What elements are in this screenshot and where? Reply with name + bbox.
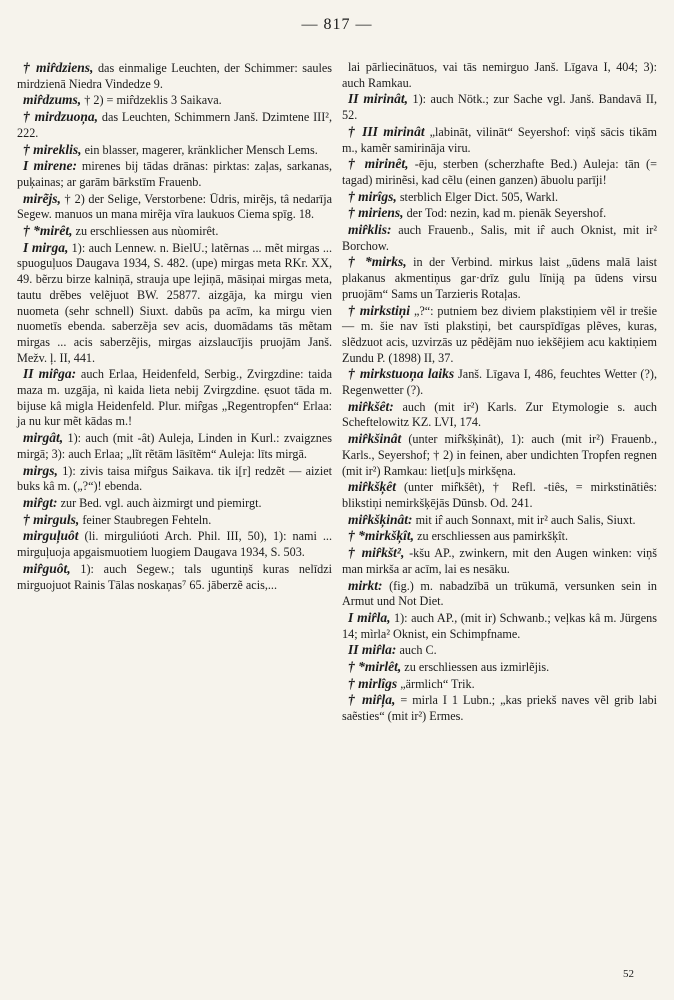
dictionary-entry — [17, 512, 332, 529]
dictionary-entry — [342, 642, 657, 659]
dictionary-entry — [17, 109, 332, 141]
entry-headword: II mir̂la: — [348, 642, 397, 658]
entry-body: 1): auch (mit -ât) Auleja, Linden in Kurl.: zvaigznes mirgā; 3): auch Erlaa; „lĩt rẽtām lāsītẽm“ Auleja: līts mirgā. — [17, 431, 332, 461]
dictionary-entry — [17, 366, 332, 430]
dictionary-entry — [17, 495, 332, 512]
dictionary-entry — [342, 60, 657, 91]
dictionary-entry — [342, 479, 657, 511]
entry-body: das Leuchten, Schimmern Janš. Dzimtene III², 222. — [17, 110, 332, 140]
entry-body: 1): auch Nötk.; zur Sache vgl. Janš. Bandavā II, 52. — [342, 92, 657, 123]
dictionary-entry — [17, 158, 332, 190]
entry-headword: † miriens, — [348, 205, 404, 221]
entry-body: (li. mirguliúoti Arch. Phil. III, 50), 1): nami ... mirguļuoja apgaismuotiem luogiem Daugava 1934, S. 503. — [17, 529, 332, 560]
entry-body: † 2) der Selige, Verstorbene: Ūdris, mirẽjs, tâ nedarīja Segew. manuos un mana mirẽja vīra laukuos Ciema spīg. 18. — [17, 191, 332, 222]
footer-number: 52 — [623, 968, 634, 980]
entry-headword: mir̂guôt, — [23, 560, 71, 576]
dictionary-entry — [342, 189, 657, 206]
entry-headword: † *mirks, — [348, 254, 407, 270]
entry-body: mirenes bij tādas drānas: pirktas: zaļas, sarkanas, puķainas; ar garām bārkstīm Frauenb. — [17, 159, 332, 189]
dictionary-entry — [342, 528, 657, 545]
dictionary-entry — [17, 463, 332, 495]
entry-headword: † mir̂ļa, — [348, 692, 396, 708]
dictionary-entry — [342, 399, 657, 431]
entry-body: zur Bed. vgl. auch àizmirgt und piemirgt. — [57, 495, 262, 510]
entry-headword: mir̂kšinât — [348, 431, 402, 447]
entry-body: der Tod: nezin, kad m. pienāk Seyershof. — [403, 206, 607, 221]
entry-headword: mirẽjs, — [23, 190, 61, 206]
entry-body: ein blasser, magerer, kränklicher Mensch Lems. — [81, 142, 318, 157]
entry-body: 1): auch Lennew. n. BielU.; latẽrnas ... mẽt mirgas ... spuoguļuos Daugava 1934, S. 482. (upe) mirgas meta RKr. XX, 49. bẽrzu birze kalniņā, strauja upe lejiņā, māsiņai mirgas meta, tautu drẽbes velẽjuot BW. 25877. aizgāja, ka mirgu vien nuometa (sehr schnell) Siuxt. dabũs pa acīm, ka mirgu vien nuometīs ebenda. saberzẽja sev acis, duomādams tās mẽtam mirgas ... acis saberzẽjis, mirgas aizslaucījis pruojām Janš. Mežv. ļ. II, 441. — [17, 240, 333, 365]
dictionary-entry — [342, 610, 657, 642]
dictionary-entry — [342, 512, 657, 529]
entry-headword: mir̂dzums, — [23, 92, 82, 108]
dictionary-entry — [342, 205, 657, 222]
entry-headword: † mir̂kšt², — [348, 545, 405, 561]
dictionary-entry — [17, 60, 332, 92]
entry-body: „labināt, vilināt“ Seyershof: viņš sācis tikām m., kamẽr samirināja viru. — [342, 124, 658, 155]
left-column — [17, 60, 332, 593]
entry-body: auch Frauenb., Salis, mit ir̂ auch Oknist, mit ir² Borchow. — [342, 223, 657, 253]
entry-headword: II mirinât, — [348, 91, 408, 107]
entry-body: zu erschliessen aus izmirlẽjis. — [401, 660, 550, 675]
entry-headword: mirgs, — [23, 462, 58, 478]
entry-headword: † mirkstuoņa laiks — [348, 366, 455, 382]
entry-headword: † *mirkšķît, — [348, 528, 415, 544]
entry-body: -ēju, sterben (scherzhafte Bed.) Auleja: tān (= tagad) mirinẽsi, kad cẽlu (einen ganzen) ābuolu parīji! — [342, 157, 657, 187]
entry-body: feiner Staubregen Fehteln. — [79, 512, 212, 527]
dictionary-entry — [342, 659, 657, 676]
entry-body: † 2) = mir̂dzeklis 3 Saikava. — [81, 93, 222, 108]
entry-headword: † III mirinât — [348, 123, 425, 139]
entry-headword: † mir̂dziens, — [23, 60, 94, 75]
entry-body: Janš. Līgava I, 486, feuchtes Wetter (?), Regenwetter (?). — [342, 367, 657, 398]
dictionary-entry — [342, 91, 657, 123]
dictionary-entry — [342, 692, 657, 724]
entry-body: zu erschliessen aus pamirkšķît. — [414, 529, 569, 544]
entry-body: (fig.) m. nabadzībā un trūkumā, versunken sein in Armut und Not Diet. — [342, 578, 657, 609]
entry-body: „ärmlich“ Trik. — [397, 676, 475, 691]
dictionary-entry — [17, 223, 332, 240]
entry-body: (unter mir̂kšķinât), 1): auch (mit ir²) Frauenb., Karls., Seyershof; † 2) in feinen, aber undichten Tropfen regnen (mit ir²) Ramkau: liet[u]s mirkšęna. — [342, 432, 657, 478]
entry-body: 1): auch AP., (mit ir) Schwanb.; veļkas kâ m. Jürgens 14; mìrla² Oknist, ein Schimpfname. — [342, 610, 657, 641]
dictionary-entry — [342, 431, 657, 479]
entry-headword: † mirdzuoņa, — [23, 109, 99, 125]
dictionary-entry — [17, 92, 332, 109]
entry-body: = mirla I 1 Lubn.; „kas priekš naves vẽl grib labi saẽsties“ (mit ir²) Ermes. — [342, 693, 658, 724]
entry-headword: mir̂kšķêt — [348, 479, 397, 495]
entry-headword: † mirlîgs — [348, 675, 398, 691]
dictionary-entry — [17, 191, 332, 223]
dictionary-entry — [17, 240, 332, 367]
entry-headword: mir̂kšķinât: — [348, 511, 413, 527]
entry-body: auch (mit ir²) Karls. Zur Etymologie s. auch Scheftelowitz KZ. LVI, 174. — [342, 399, 657, 430]
entry-body: (unter mir̂kšêt), † Refl. -tiês, = mirkstinātiês: blikstiņi nemirkšķējās Dūnsb. Od. 241. — [342, 480, 657, 510]
right-column — [342, 60, 657, 725]
entry-headword: † mireklis, — [23, 141, 82, 157]
entry-headword: † mirkstiņi — [348, 302, 411, 318]
entry-body: „?“: putniem bez diviem plakstiņiem vẽl ir trešie — m. šie nav īsti plakstiņi, bet caurspīdīgas plẽves, kuras, slẽdzuot acis, uzvirzās uz pẽdẽjām nuo iekšẽjiem acu kaktiņiem Zundu P. (1898) II, 37. — [342, 303, 657, 365]
dictionary-entry — [342, 303, 657, 367]
dictionary-entry — [342, 124, 657, 156]
entry-body: auch C. — [396, 643, 437, 658]
entry-body: mit ir̂ auch Sonnaxt, mit ir² auch Salis, Siuxt. — [412, 512, 636, 527]
entry-headword: mirgât, — [23, 430, 64, 446]
entry-headword: I mirga, — [23, 239, 69, 255]
entry-body: sterblich Elger Dict. 505, Warkl. — [396, 189, 559, 204]
dictionary-entry — [17, 142, 332, 159]
dictionary-entry — [342, 676, 657, 693]
entry-body: -kšu AP., zwinkern, mit den Augen winken: viņš man mirkša ar acīm, lai es nesāku. — [342, 546, 658, 576]
entry-headword: † *mirêt, — [23, 223, 73, 239]
dictionary-entry — [342, 156, 657, 188]
dictionary-entry — [17, 561, 332, 593]
entry-headword: mirguļuôt — [23, 528, 79, 544]
dictionary-entry — [342, 578, 657, 610]
entry-headword: II mir̂ga: — [23, 366, 77, 382]
entry-body: in der Verbind. mirkus laist „ūdens malā laist plakanus akmentiņus gar·drīz gulu līniją pa ūdens virsu pruojām“ Sams un Tarzieris Rotaļas. — [342, 255, 657, 301]
entry-body: lai pārliecinātuos, vai tās nemirguo Janš. Līgava I, 404; 3): auch Ramkau. — [342, 60, 657, 90]
entry-body: 1): auch Segew.; tals uguntiņš kuras nelīdzi mirguojuot Rainis Tālas noskaņas⁷ 65. jāberzẽ acis,... — [17, 561, 332, 592]
dictionary-entry — [17, 430, 332, 462]
entry-body: zu erschliessen aus nùomirêt. — [72, 224, 219, 239]
entry-headword: mir̂klis: — [348, 222, 392, 238]
dictionary-entry — [342, 254, 657, 302]
entry-headword: I mir̂la, — [348, 609, 391, 625]
dictionary-entry — [342, 366, 657, 398]
dictionary-entry — [342, 545, 657, 577]
page-number: — 817 — — [301, 16, 373, 33]
entry-headword: † *mirlêt, — [348, 659, 402, 675]
entry-headword: † mirguls, — [23, 511, 80, 527]
entry-headword: † mirinêt, — [348, 156, 409, 172]
dictionary-entry — [17, 528, 332, 560]
entry-body: auch Erlaa, Heidenfeld, Serbig., Zvirgzdine: taida maza m. uzgāja, nì kaida lieta nebij Zvirgzdine. ęsuot tāda m. bijuse kâ migla Heidenfeld. Plur. mir̂gas „Regentropfen“ Erlaa: ja nu kur mẽt kādas m.! — [17, 367, 332, 429]
entry-headword: mirkt: — [348, 577, 383, 593]
entry-headword: mir̂kšêt: — [348, 398, 394, 414]
dictionary-entry — [342, 222, 657, 254]
entry-headword: I mirene: — [23, 158, 77, 174]
entry-headword: mir̂gt: — [23, 494, 58, 510]
entry-body: 1): zivis taisa mir̂gus Saikava. tik i[r] redzẽt — aiziet buks kâ m. („?“)! ebenda. — [17, 463, 332, 494]
entry-body: das einmalige Leuchten, der Schimmer: saules mirdzienā Niedra Vindedze 9. — [17, 61, 332, 91]
entry-headword: † mirîgs, — [348, 188, 397, 204]
